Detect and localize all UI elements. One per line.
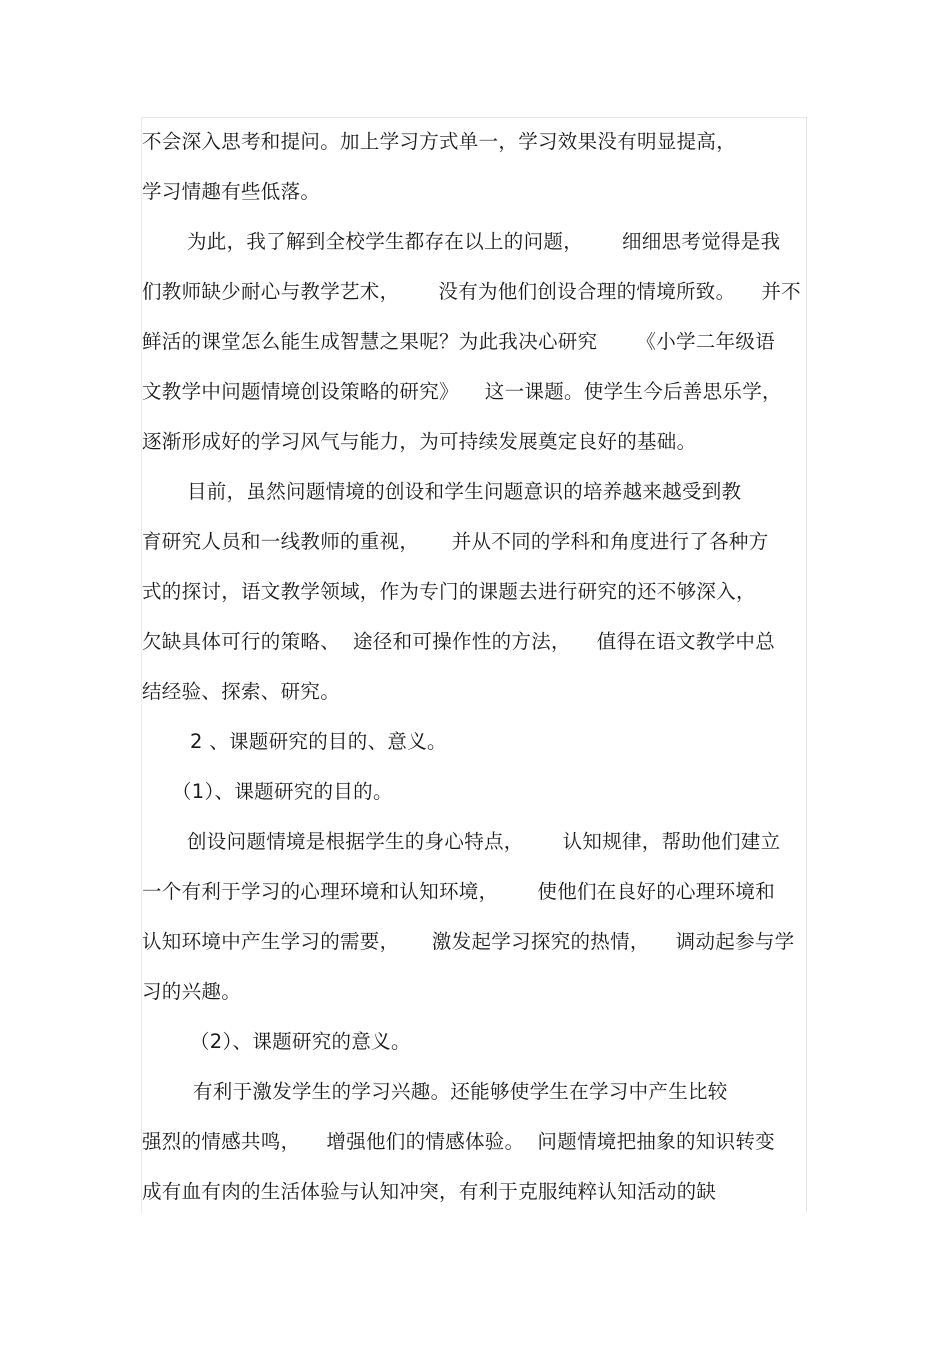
text-line: 结经验、探索、研究。 (142, 680, 341, 703)
text-line: 育研究人员和一线教师的重视， 并从不同的学科和角度进行了各种方 (142, 530, 769, 553)
text-line: 有利于激发学生的学习兴趣。还能够使学生在学习中产生比较 (193, 1080, 728, 1103)
text-line: 不会深入思考和提问。加上学习方式单一，学习效果没有明显提高， (142, 130, 737, 153)
text-line: 创设问题情境是根据学生的身心特点， 认知规律，帮助他们建立 (187, 830, 781, 853)
text-line: 一个有利于学习的心理环境和认知环境， 使他们在良好的心理环境和 (142, 880, 775, 903)
text-line: 文教学中问题情境创设策略的研究》 这一课题。使学生今后善思乐学， (142, 380, 782, 403)
text-line: 式的探讨，语文教学领域，作为专门的课题去进行研究的还不够深入， (142, 580, 756, 603)
text-line: 强烈的情感共鸣， 增强他们的情感体验。 问题情境把抽象的知识转变 (142, 1130, 775, 1153)
text-line: 鲜活的课堂怎么能生成智慧之果呢？为此我决心研究 《小学二年级语 (142, 330, 775, 353)
text-line: 学习情趣有些低落。 (142, 180, 321, 203)
text-line: 为此，我了解到全校学生都存在以上的问题， 细细思考觉得是我 (187, 230, 781, 253)
text-line: 逐渐形成好的学习风气与能力，为可持续发展奠定良好的基础。 (142, 430, 697, 453)
text-line: 欠缺具体可行的策略、 途径和可操作性的方法， 值得在语文教学中总 (142, 630, 775, 653)
text-line: 目前，虽然问题情境的创设和学生问题意识的培养越来越受到教 (187, 480, 742, 503)
text-line: 成有血有肉的生活体验与认知冲突，有利于克服纯粹认知活动的缺 (142, 1180, 717, 1203)
text-line: 认知环境中产生学习的需要， 激发起学习探究的热情， 调动起参与学 (142, 930, 795, 953)
section-heading: 2 、课题研究的目的、意义。 (190, 730, 447, 753)
subsection-heading: （1）、课题研究的目的。 (172, 780, 393, 803)
subsection-heading: （2）、课题研究的意义。 (190, 1030, 411, 1053)
text-line: 习的兴趣。 (142, 980, 242, 1003)
text-line: 们教师缺少耐心与教学艺术， 没有为他们创设合理的情境所致。 并不 (142, 280, 801, 303)
